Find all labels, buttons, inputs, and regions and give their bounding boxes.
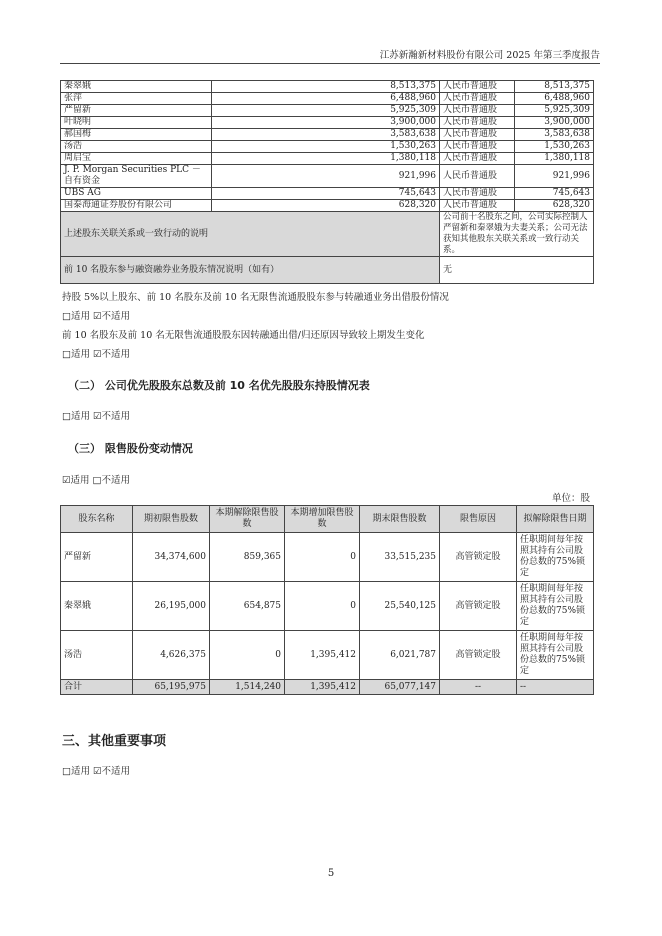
share-type: 人民币普通股	[440, 153, 515, 165]
share-type: 人民币普通股	[440, 188, 515, 200]
restriction-reason: 高管锁定股	[440, 582, 517, 631]
option-lending: □适用 ☑不适用	[62, 311, 131, 322]
total-row	[61, 680, 594, 695]
share-quantity: 5,925,309	[515, 105, 594, 117]
share-type: 人民币普通股	[440, 93, 515, 105]
share-quantity: 745,643	[515, 188, 594, 200]
shareholder-row	[61, 117, 594, 129]
shareholder-name: 张萍	[61, 93, 212, 105]
share-type: 人民币普通股	[440, 105, 515, 117]
shareholder-name: 国泰海通证券股份有限公司	[61, 200, 212, 212]
option-change: □适用 ☑不适用	[62, 349, 131, 360]
section-preferred-title: （二） 公司优先股股东总数及前 10 名优先股股东持股情况表	[68, 379, 370, 392]
restricted-row	[61, 582, 594, 631]
released-shares: 0	[210, 631, 285, 680]
restricted-header-row	[61, 506, 594, 533]
shareholder-row	[61, 93, 594, 105]
column-header: 期末限售股数	[360, 506, 440, 533]
end-shares: 33,515,235	[360, 533, 440, 582]
shares-held: 1,530,263	[212, 141, 440, 153]
share-type: 人民币普通股	[440, 129, 515, 141]
released-shares: 654,875	[210, 582, 285, 631]
shares-held: 6,488,960	[212, 93, 440, 105]
shareholder-name: 严留新	[61, 105, 212, 117]
change-paragraph: 前 10 名股东及前 10 名无限售流通股股东因转融通出借/归还原因导致较上期发生变化	[62, 330, 425, 341]
share-quantity: 1,530,263	[515, 141, 594, 153]
column-header: 拟解除限售日期	[517, 506, 594, 533]
shareholder-row	[61, 141, 594, 153]
restriction-reason: 高管锁定股	[440, 533, 517, 582]
restriction-reason: --	[440, 680, 517, 695]
page-number: 5	[327, 868, 335, 879]
share-quantity: 6,488,960	[515, 93, 594, 105]
shareholder-row	[61, 81, 594, 93]
shareholder-row	[61, 200, 594, 212]
top10-unrestricted-table	[60, 80, 594, 284]
lending-paragraph: 持股 5%以上股东、前 10 名股东及前 10 名无限售流通股股东参与转融通业务出借股份情况	[62, 292, 449, 303]
relation-text: 公司前十名股东之间，公司实际控制人严留新和秦翠娥为夫妻关系；公司无法获知其他股东关联关系或一致行动关系。	[440, 212, 594, 257]
release-date: 任职期间每年按照其持有公司股份总数的75%锁定	[517, 582, 594, 631]
shares-held: 921,996	[212, 165, 440, 188]
shareholder-row	[61, 105, 594, 117]
release-date: 任职期间每年按照其持有公司股份总数的75%锁定	[517, 631, 594, 680]
end-shares: 25,540,125	[360, 582, 440, 631]
relation-row	[61, 212, 594, 257]
share-type: 人民币普通股	[440, 81, 515, 93]
shares-held: 3,583,638	[212, 129, 440, 141]
option-restricted: ☑适用 □不适用	[62, 475, 131, 486]
added-shares: 1,395,412	[285, 680, 360, 695]
column-header: 本期增加限售股数	[285, 506, 360, 533]
release-date: 任职期间每年按照其持有公司股份总数的75%锁定	[517, 533, 594, 582]
shareholder-name: 周启宝	[61, 153, 212, 165]
shareholder-row	[61, 165, 594, 188]
end-shares: 65,077,147	[360, 680, 440, 695]
shareholder-name: 汤浩	[61, 141, 212, 153]
column-header: 限售原因	[440, 506, 517, 533]
page-header: 江苏新瀚新材料股份有限公司 2025 年第三季度报告	[379, 50, 600, 61]
share-type: 人民币普通股	[440, 117, 515, 129]
added-shares: 1,395,412	[285, 631, 360, 680]
column-header: 本期解除限售股数	[210, 506, 285, 533]
share-type: 人民币普通股	[440, 141, 515, 153]
option-preferred: □适用 ☑不适用	[62, 411, 131, 422]
shareholder-row	[61, 153, 594, 165]
restricted-shares-table	[60, 505, 594, 695]
shareholder-name: 叶晓明	[61, 117, 212, 129]
shares-held: 3,900,000	[212, 117, 440, 129]
shareholder-name: 秦翠娥	[61, 81, 212, 93]
column-header: 期初限售股数	[133, 506, 210, 533]
restriction-reason: 高管锁定股	[440, 631, 517, 680]
section-other-title: 三、其他重要事项	[62, 734, 167, 749]
released-shares: 859,365	[210, 533, 285, 582]
end-shares: 6,021,787	[360, 631, 440, 680]
begin-shares: 34,374,600	[133, 533, 210, 582]
begin-shares: 65,195,975	[133, 680, 210, 695]
column-header: 股东名称	[61, 506, 133, 533]
shares-held: 628,320	[212, 200, 440, 212]
margin-label: 前 10 名股东参与融资融券业务股东情况说明（如有）	[61, 257, 440, 284]
shareholder-row	[61, 129, 594, 141]
shares-held: 1,380,118	[212, 153, 440, 165]
begin-shares: 4,626,375	[133, 631, 210, 680]
option-other: □适用 ☑不适用	[62, 766, 131, 777]
margin-text: 无	[440, 257, 594, 284]
share-quantity: 921,996	[515, 165, 594, 188]
header-rule	[60, 63, 600, 64]
relation-label: 上述股东关联关系或一致行动的说明	[61, 212, 440, 257]
shares-held: 5,925,309	[212, 105, 440, 117]
restricted-row	[61, 533, 594, 582]
added-shares: 0	[285, 533, 360, 582]
added-shares: 0	[285, 582, 360, 631]
share-quantity: 628,320	[515, 200, 594, 212]
shares-held: 8,513,375	[212, 81, 440, 93]
share-quantity: 3,900,000	[515, 117, 594, 129]
margin-row	[61, 257, 594, 284]
shareholder-name: UBS AG	[61, 188, 212, 200]
shareholder-name: 郝国梅	[61, 129, 212, 141]
release-date: --	[517, 680, 594, 695]
released-shares: 1,514,240	[210, 680, 285, 695]
section-restricted-title: （三） 限售股份变动情况	[68, 442, 193, 455]
shareholder-name: J. P. Morgan Securities PLC －自有资金	[61, 165, 212, 188]
share-type: 人民币普通股	[440, 165, 515, 188]
share-quantity: 8,513,375	[515, 81, 594, 93]
holder-name: 严留新	[61, 533, 133, 582]
share-quantity: 3,583,638	[515, 129, 594, 141]
unit-label: 单位：股	[551, 493, 590, 504]
share-type: 人民币普通股	[440, 200, 515, 212]
holder-name: 汤浩	[61, 631, 133, 680]
holder-name: 合计	[61, 680, 133, 695]
restricted-row	[61, 631, 594, 680]
shareholder-row	[61, 188, 594, 200]
begin-shares: 26,195,000	[133, 582, 210, 631]
shares-held: 745,643	[212, 188, 440, 200]
holder-name: 秦翠娥	[61, 582, 133, 631]
share-quantity: 1,380,118	[515, 153, 594, 165]
